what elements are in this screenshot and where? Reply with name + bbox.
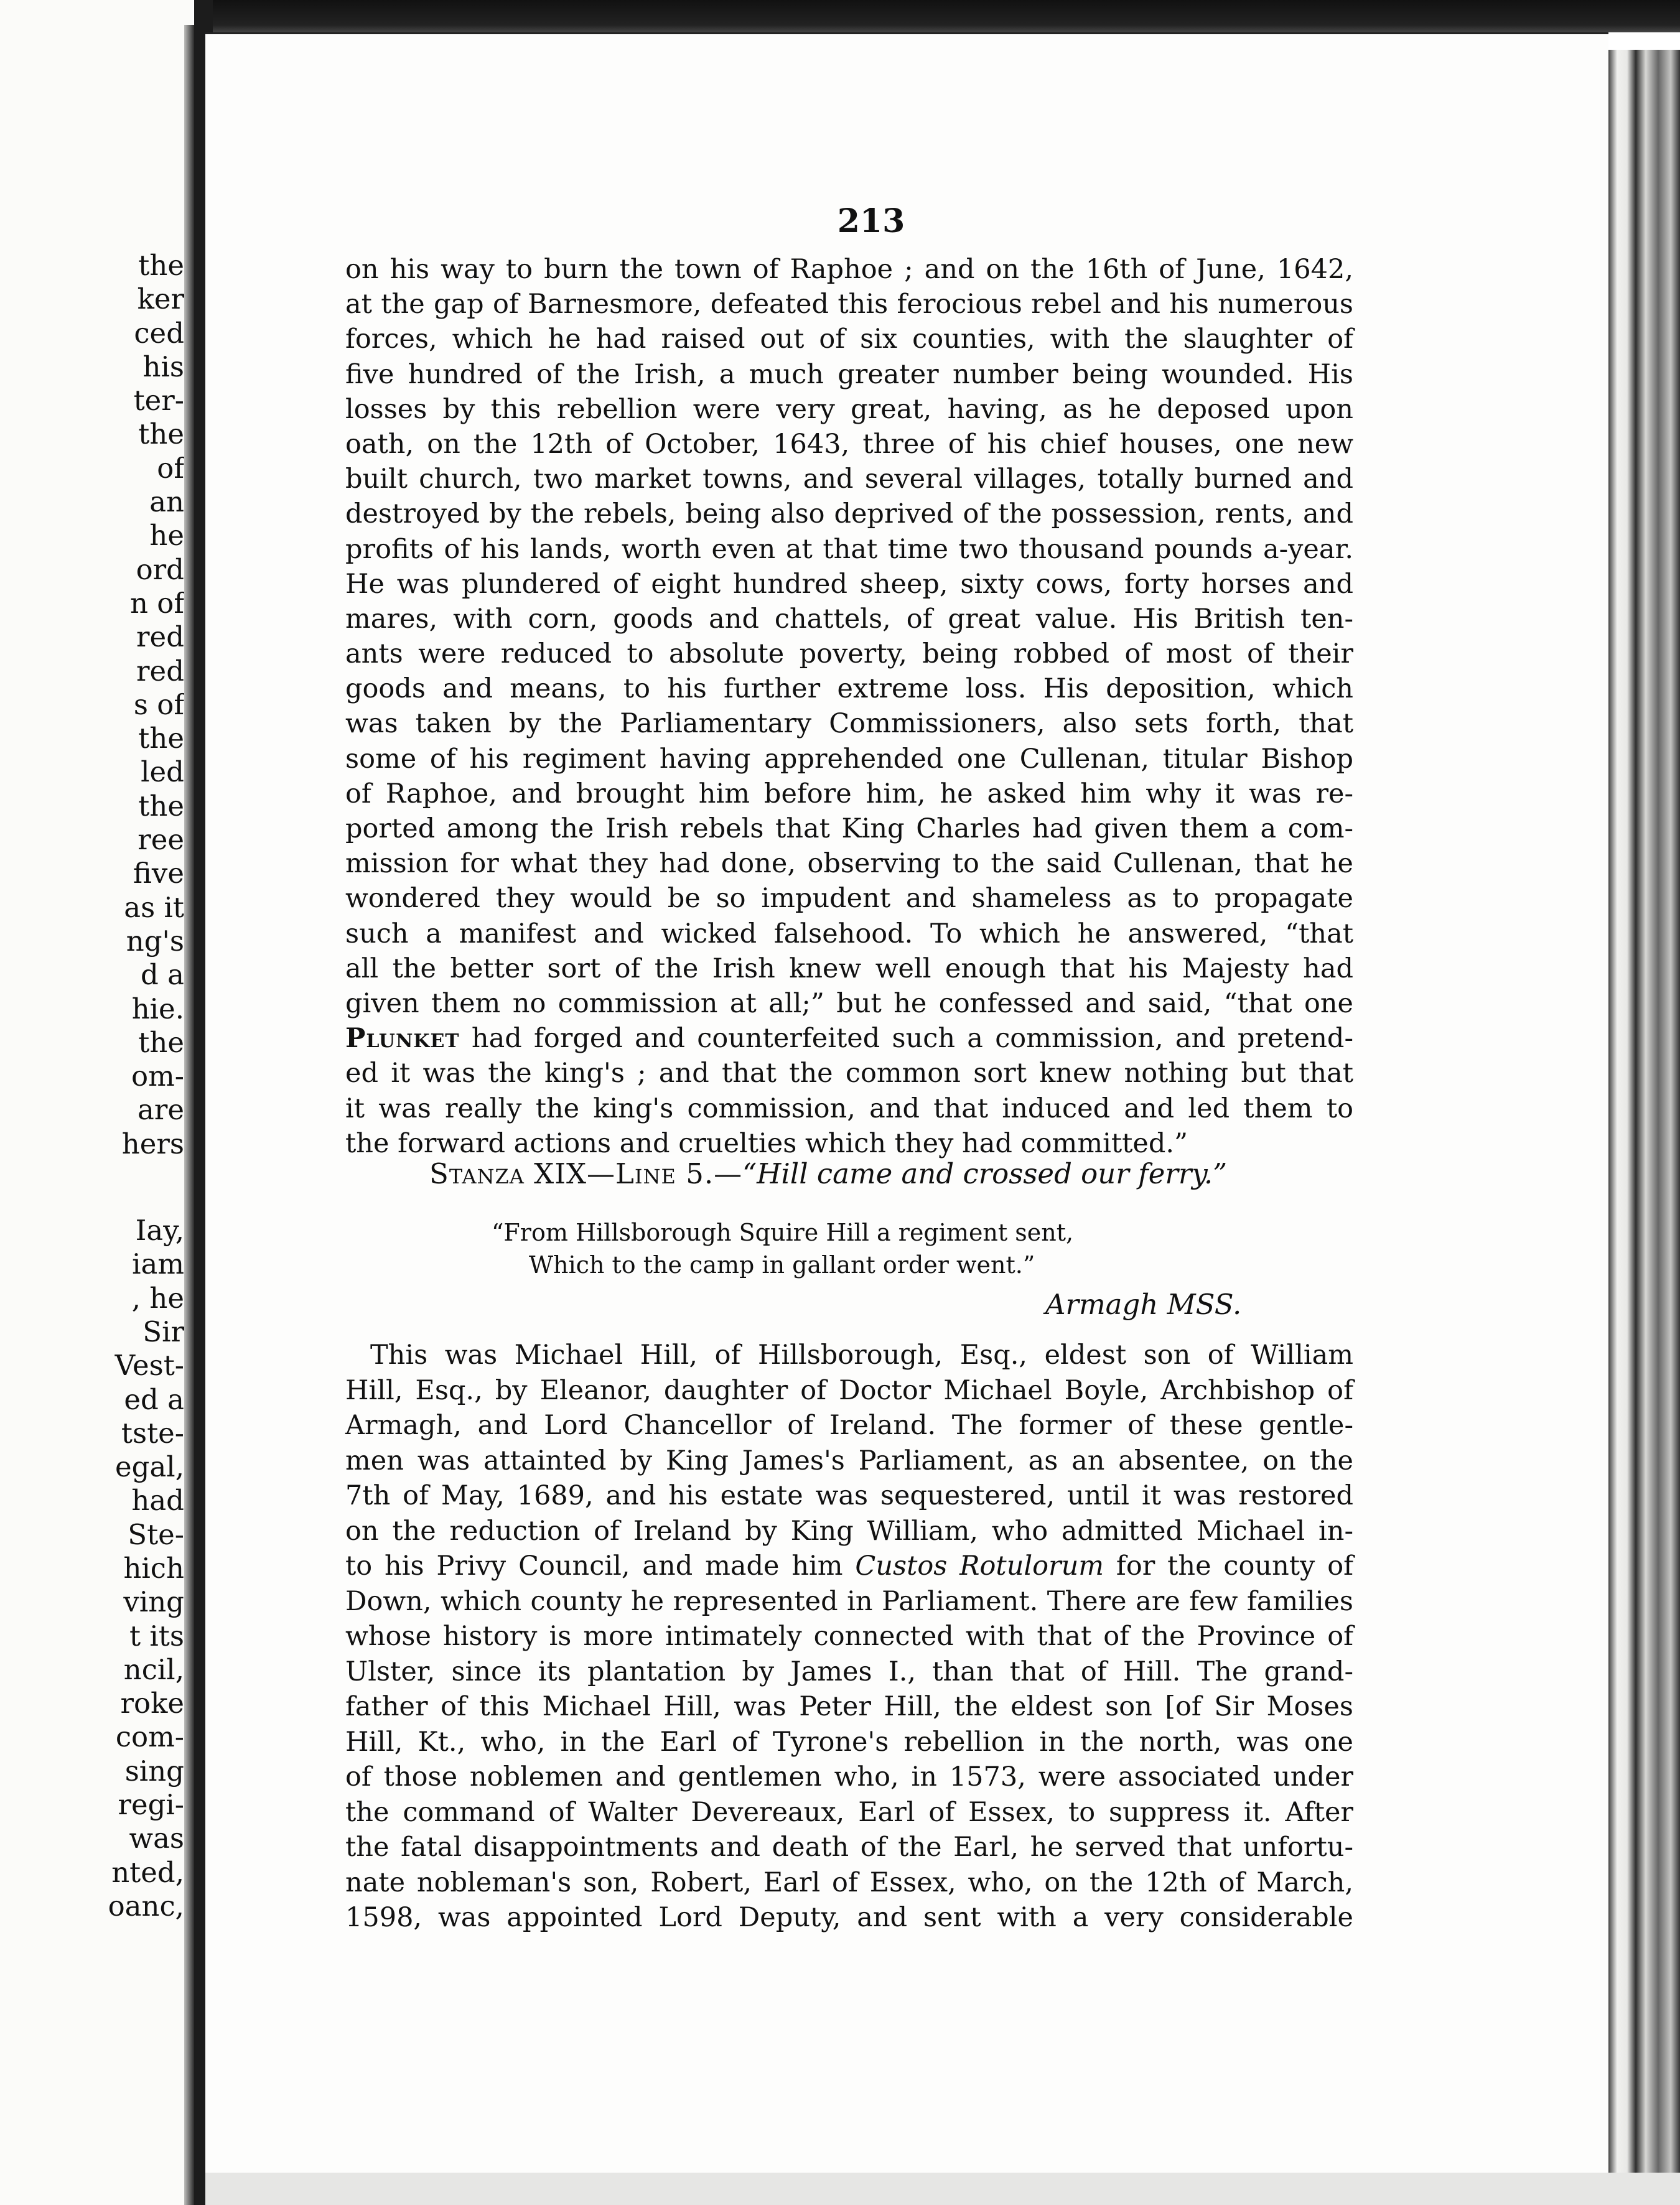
verse-line-1: “From Hillsborough Squire Hill a regiment sent,: [492, 1219, 1074, 1246]
stanza-heading: [429, 1157, 1227, 1190]
text-line: He was plundered of eight hundred sheep, sixty cows, forty horses and: [345, 568, 1353, 600]
left-page-fragment: ter-: [133, 384, 184, 417]
text-line: nate nobleman's son, Robert, Earl of Essex, who, on the 12th of March,: [345, 1867, 1353, 1898]
page-number: 213: [837, 202, 905, 240]
left-page-gap: [0, 1161, 184, 1214]
left-page-fragment: ed a: [124, 1382, 184, 1416]
left-page-fragment: Sir: [142, 1315, 184, 1348]
left-page-edge: [184, 25, 194, 2205]
left-page-fragment: the: [138, 789, 184, 823]
text-line: Hill, Kt., who, in the Earl of Tyrone's rebellion in the north, was one: [345, 1726, 1353, 1758]
left-page-fragment: Ste-: [128, 1517, 184, 1551]
text-line: forces, which he had raised out of six counties, with the slaughter of: [345, 324, 1353, 355]
paragraph-2: [345, 1338, 1353, 1936]
left-page-fragment: hers: [121, 1127, 184, 1160]
left-page-fragments: [0, 249, 184, 1923]
text-line: father of this Michael Hill, was Peter Hill, the eldest son [of Sir Moses: [345, 1691, 1353, 1722]
text-line: wondered they would be so impudent and shameless as to propagate: [345, 883, 1353, 915]
left-page-fragment: as it: [124, 890, 184, 924]
text-line: destroyed by the rebels, being also deprived of the possession, rents, and: [345, 498, 1353, 530]
text-line: five hundred of the Irish, a much greater number being wounded. His: [345, 358, 1353, 390]
left-page-fragment: Iay,: [135, 1214, 184, 1247]
left-page-fragment: hich: [123, 1551, 184, 1585]
text-line: losses by this rebellion were very great, having, as he deposed upon: [345, 393, 1353, 425]
text-line: Down, which county he represented in Parliament. There are few families: [345, 1585, 1353, 1617]
left-page-fragment: an: [149, 485, 184, 519]
left-page-fragment: om-: [131, 1060, 184, 1093]
text-line: such a manifest and wicked falsehood. To which he answered, “that: [345, 918, 1353, 949]
text-line: 7th of May, 1689, and his estate was sequestered, until it was restored: [345, 1480, 1353, 1511]
left-page-fragment: red: [136, 620, 184, 654]
left-page-fragment: tste-: [121, 1416, 184, 1450]
text-segment: to his Privy Council, and made him: [345, 1550, 856, 1582]
text-line: of Raphoe, and brought him before him, he asked him why it was re-: [345, 778, 1353, 809]
left-page-fragment: the: [138, 1025, 184, 1059]
stanza-label: Stanza XIX—Line 5.—: [429, 1157, 743, 1190]
text-line: the fatal disappointments and death of the Earl, he served that unfortu-: [345, 1832, 1353, 1863]
left-page-fragment: roke: [120, 1687, 184, 1720]
left-page-fragment: led: [141, 755, 184, 789]
text-line: ed it was the king's ; and that the common sort knew nothing but that: [345, 1058, 1353, 1089]
text-line: ants were reduced to absolute poverty, being robbed of most of their: [345, 638, 1353, 670]
left-page-fragment: hie.: [131, 992, 184, 1025]
left-page-fragment: ord: [136, 552, 184, 586]
left-page-fragment: his: [142, 350, 184, 383]
stanza-quote: “Hill came and crossed our ferry.”: [742, 1157, 1228, 1190]
text-line: mission for what they had done, observing to the said Cullenan, that he: [345, 848, 1353, 880]
left-page-fragment: the: [138, 417, 184, 451]
text-line: goods and means, to his further extreme loss. His deposition, which: [345, 673, 1353, 705]
text-line: This was Michael Hill, of Hillsborough, Esq., eldest son of William: [370, 1340, 1353, 1371]
text-line: mares, with corn, goods and chattels, of great value. His British ten-: [345, 603, 1353, 635]
text-line: ported among the Irish rebels that King Charles had given them a com-: [345, 813, 1353, 844]
text-line: given them no commission at all;” but he confessed and said, “that one: [345, 987, 1353, 1019]
left-page-fragment: iam: [132, 1247, 184, 1281]
left-page-fragment: , he: [131, 1281, 184, 1315]
left-page-fragment: s of: [133, 688, 184, 721]
left-page-fragment: oanc,: [108, 1889, 184, 1923]
text-line: was taken by the Parliamentary Commissioners, also sets forth, that: [345, 708, 1353, 740]
left-page-fragment: five: [133, 857, 184, 890]
verse-attribution: Armagh MSS.: [1045, 1288, 1242, 1321]
left-page-fragment: are: [138, 1093, 184, 1127]
text-line: Hill, Esq., by Eleanor, daughter of Doctor Michael Boyle, Archbishop of: [345, 1374, 1353, 1406]
left-page-fragment: com-: [115, 1720, 184, 1754]
left-page-fragment: nted,: [111, 1855, 184, 1889]
text-segment: for the county of: [1104, 1550, 1353, 1582]
text-line: whose history is more intimately connected with that of the Province of: [345, 1621, 1353, 1652]
latin-term: Custos Rotulorum: [855, 1550, 1104, 1582]
text-line: built church, two market towns, and several villages, totally burned and: [345, 464, 1353, 495]
left-page-fragment: ced: [134, 316, 184, 350]
book-bottom-edge: [205, 2173, 1680, 2205]
page-stack-edge: [1608, 50, 1680, 2205]
left-page-fragment: Vest-: [114, 1349, 184, 1382]
left-page: [0, 0, 193, 2205]
text-line: on the reduction of Ireland by King William, who admitted Michael in-: [345, 1515, 1353, 1547]
left-page-fragment: egal,: [115, 1450, 184, 1484]
verse-quotation: [492, 1216, 1073, 1281]
left-page-fragment: was: [129, 1822, 184, 1855]
text-line: [345, 1021, 1353, 1056]
left-page-fragment: red: [136, 654, 184, 688]
verse-line-2: Which to the camp in gallant order went.”: [529, 1251, 1035, 1279]
left-page-fragment: ree: [138, 823, 184, 857]
left-page-fragment: had: [131, 1484, 184, 1517]
person-name: Plunket: [345, 1023, 460, 1055]
left-page-fragment: ker: [137, 282, 184, 316]
left-page-fragment: he: [149, 519, 184, 552]
left-page-fragment: ng's: [126, 924, 184, 958]
text-line: it was really the king's commission, and that induced and led them to: [345, 1093, 1353, 1124]
text-line: the forward actions and cruelties which they had committed.”: [345, 1127, 1188, 1159]
text-line: Armagh, and Lord Chancellor of Ireland. The former of these gentle-: [345, 1410, 1353, 1441]
left-page-fragment: d a: [141, 958, 184, 992]
left-page-fragment: regi-: [118, 1788, 184, 1822]
left-page-fragment: ncil,: [123, 1653, 184, 1686]
left-page-fragment: the: [138, 722, 184, 755]
text-line: of those noblemen and gentlemen who, in 1573, were associated under: [345, 1761, 1353, 1792]
text-line: some of his regiment having apprehended one Cullenan, titular Bishop: [345, 743, 1353, 775]
left-page-fragment: ving: [123, 1585, 184, 1619]
left-page-fragment: the: [138, 249, 184, 282]
left-page-fragment: of: [157, 451, 184, 485]
text-line: 1598, was appointed Lord Deputy, and sent with a very considerable: [345, 1902, 1353, 1933]
text-line: the command of Walter Devereaux, Earl of Essex, to suppress it. After: [345, 1796, 1353, 1828]
text-line: profits of his lands, worth even at that time two thousand pounds a-year.: [345, 533, 1353, 565]
left-page-fragment: t its: [129, 1619, 184, 1653]
text-line: oath, on the 12th of October, 1643, three of his chief houses, one new: [345, 428, 1353, 460]
text-line: Ulster, since its plantation by James I., than that of Hill. The grand-: [345, 1656, 1353, 1687]
left-page-fragment: sing: [124, 1754, 184, 1788]
text-line: [345, 1549, 1353, 1584]
text-line: on his way to burn the town of Raphoe ; and on the 16th of June, 1642,: [345, 254, 1353, 285]
book-top-shadow: [205, 0, 1680, 32]
text-segment: had forged and counterfeited such a commission, and pretend-: [459, 1023, 1353, 1055]
text-line: at the gap of Barnesmore, defeated this ferocious rebel and his numerous: [345, 289, 1353, 320]
left-page-fragment: n of: [129, 586, 184, 620]
text-line: all the better sort of the Irish knew well enough that his Majesty had: [345, 953, 1353, 984]
paragraph-1: [345, 252, 1353, 1161]
text-line: men was attainted by King James's Parliament, as an absentee, on the: [345, 1445, 1353, 1476]
